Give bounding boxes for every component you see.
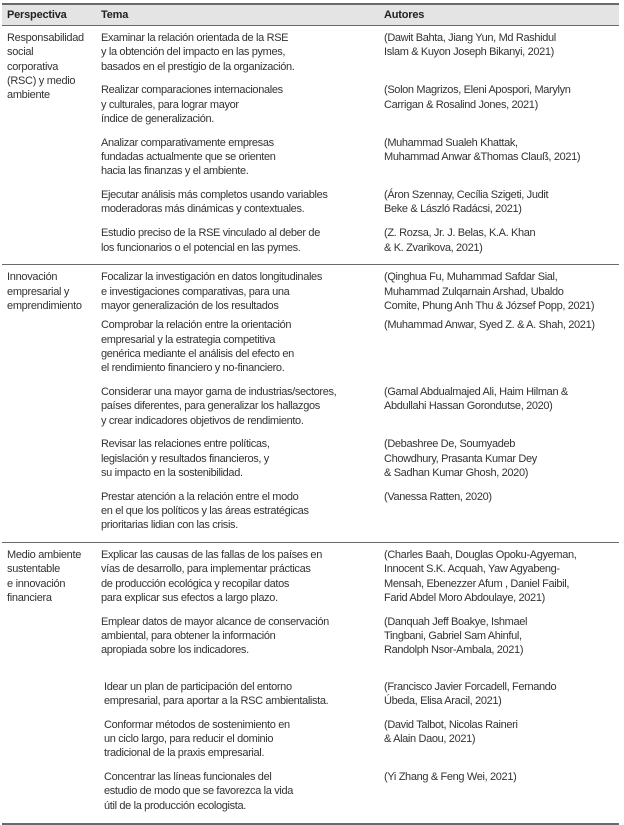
tema-cell: Explicar las causas de las fallas de los países en vías de desarrollo, para implementar prácticas de producción ecológica y recopilar datos para explicar sus efectos a largo plazo. — [101, 549, 322, 604]
perspective-cell: Medio ambiente sustentable e innovación financiera — [7, 549, 82, 604]
tema-cell: Considerar una mayor gama de industrias/sectores, países diferentes, para generalizar los hallazgos y crear indicadores objetivos de rendimiento. — [101, 385, 337, 427]
autores-cell: (Dawit Bahta, Jiang Yun, Md Rashidul Islam & Kuyon Joseph Bikanyi, 2021) — [384, 32, 556, 59]
autores-cell: (Francisco Javier Forcadell, Fernando Úbeda, Elisa Aracil, 2021) — [384, 680, 557, 707]
tema-cell: Comprobar la relación entre la orientación empresarial y la estrategia competitiva genérica mediante el análisis del efecto en el rendimiento financiero y no-financiero. — [101, 319, 294, 375]
tema-cell: Ejecutar análisis más completos usando variables moderadoras más dinámicas y contextuales. — [101, 189, 328, 216]
tema-cell: Analizar comparativamente empresas fundadas actualmente que se orienten hacia las finanzas y el ambiente. — [101, 136, 276, 178]
tema-cell: Estudio preciso de la RSE vinculado al deber de los funcionarios o el potencial en las pymes. — [101, 227, 320, 254]
autores-cell: (Muhammad Anwar, Syed Z. & A. Shah, 2021) — [384, 319, 595, 332]
table-header — [2, 3, 619, 26]
perspective-group — [2, 265, 619, 543]
table-row — [101, 318, 619, 385]
perspective-group — [2, 543, 619, 824]
table-row — [101, 770, 619, 822]
tema-cell: Realizar comparaciones internacionales y culturales, para lograr mayor índice de generalización. — [101, 84, 283, 125]
autores-cell: (David Talbot, Nicolas Raineri & Alain Daou, 2021) — [384, 718, 518, 746]
table-row — [101, 226, 619, 264]
autores-cell: (Áron Szennay, Cecília Szigeti, Judit Beke & László Radácsi, 2021) — [384, 189, 549, 216]
tema-cell: Revisar las relaciones entre políticas, legislación y resultados financieros, y su impacto en la sostenibilidad. — [101, 438, 270, 479]
autores-cell: (Debashree De, Soumyadeb Chowdhury, Prasanta Kumar Dey & Sadhan Kumar Ghosh, 2020) — [384, 438, 537, 479]
table-body — [2, 26, 619, 825]
table-row — [101, 548, 619, 615]
table-row — [101, 615, 619, 680]
table-row — [101, 270, 619, 318]
tema-cell: Emplear datos de mayor alcance de conservación ambiental, para obtener la información apropiada sobre los indicadores. — [101, 615, 329, 657]
tema-cell: Prestar atención a la relación entre el modo en el que los políticos y las áreas estratégicas prioritarias lidian con las crisis. — [101, 490, 309, 532]
perspective-cell: Responsabilidad social corporativa (RSC) y medio ambiente — [7, 32, 84, 102]
perspective-group — [2, 26, 619, 265]
autores-cell: (Solon Magrizos, Eleni Apospori, Marylyn Carrigan & Rosalind Jones, 2021) — [384, 84, 571, 111]
autores-cell: (Qinghua Fu, Muhammad Safdar Sial, Muhammad Zulqarnain Arshad, Ubaldo Comite, Phung Anh Thu & József Popp, 2021) — [384, 271, 595, 312]
autores-cell: (Danquah Jeff Boakye, Ishmael Tingbani, Gabriel Sam Ahinful, Randolph Nsor-Ambala, 2021) — [384, 615, 528, 657]
autores-cell: (Gamal Abdualmajed Ali, Haim Hilman & Abdullahi Hassan Gorondutse, 2020) — [384, 385, 568, 413]
tema-cell: Concentrar las líneas funcionales del estudio de modo que se favorezca la vida útil de la producción ecologista. — [104, 771, 294, 812]
header-autores: Autores — [384, 9, 425, 21]
perspective-cell: Innovación empresarial y emprendimiento — [7, 271, 82, 312]
table-row — [101, 136, 619, 188]
table-row — [101, 385, 619, 437]
header-tema: Tema — [101, 9, 129, 21]
table-row — [101, 680, 619, 718]
table-row — [101, 490, 619, 542]
research-table — [2, 3, 619, 825]
table-row — [101, 31, 619, 83]
table-row — [101, 188, 619, 226]
table-row — [101, 718, 619, 770]
tema-cell: Examinar la relación orientada de la RSE y la obtención del impacto en las pymes, basados en el prestigio de la organización. — [101, 32, 295, 73]
tema-cell: Idear un plan de participación del entorno empresarial, para aportar a la RSC ambientalista. — [104, 680, 329, 707]
tema-cell: Focalizar la investigación en datos longitudinales e investigaciones comparativas, para una mayor generalización de los resultados — [101, 271, 322, 312]
autores-cell: (Muhammad Sualeh Khattak, Muhammad Anwar &Thomas Clauß, 2021) — [384, 136, 581, 164]
autores-cell: (Vanessa Ratten, 2020) — [384, 490, 492, 503]
autores-cell: (Z. Rozsa, Jr. J. Belas, K.A. Khan & K. Zvarikova, 2021) — [384, 227, 536, 254]
autores-cell: (Charles Baah, Douglas Opoku-Agyeman, Innocent S.K. Acquah, Yaw Agyabeng- Mensah, Ebenezzer Afum , Daniel Faibil, Farid Abdel Moro Abdoulaye, 2021) — [384, 549, 577, 604]
header-perspectiva: Perspectiva — [7, 9, 67, 21]
tema-cell: Conformar métodos de sostenimiento en un ciclo largo, para reducir el dominio tradicional de la praxis empresarial. — [104, 718, 290, 760]
table-row — [101, 437, 619, 489]
table-row — [101, 83, 619, 135]
autores-cell: (Yi Zhang & Feng Wei, 2021) — [384, 771, 517, 784]
